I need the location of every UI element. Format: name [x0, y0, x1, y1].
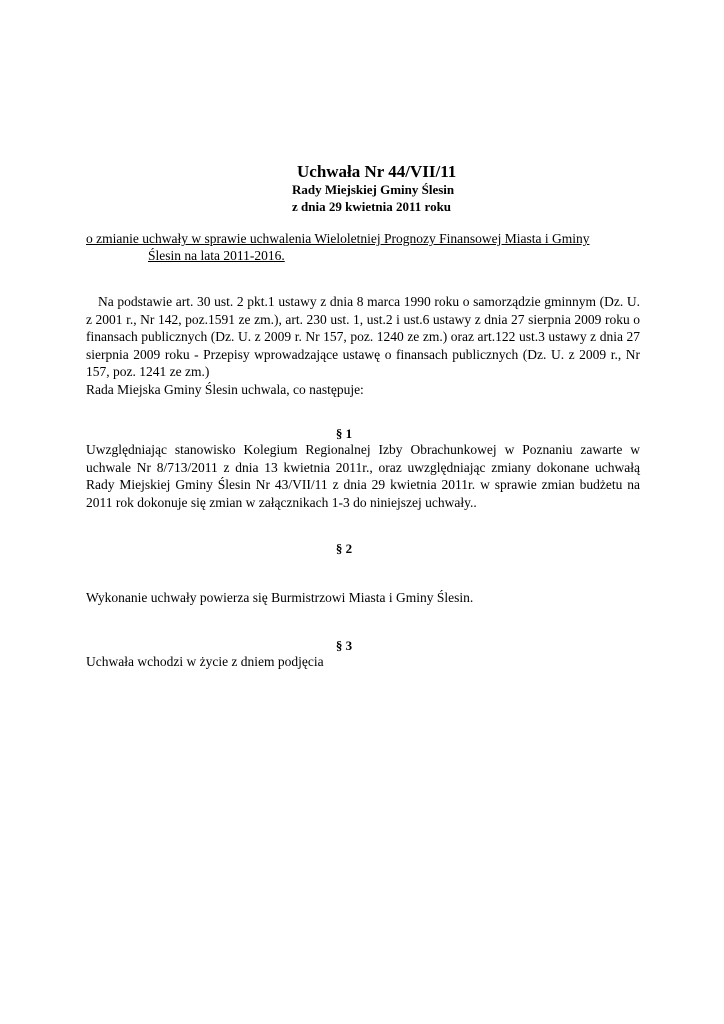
section-3-text: Uchwała wchodzi w życie z dniem podjęcia: [86, 654, 324, 669]
section-2-text: Wykonanie uchwały powierza się Burmistrzowi Miasta i Gminy Ślesin.: [86, 590, 474, 605]
section-2-heading: § 2: [335, 541, 353, 556]
subject-line-2: Ślesin na lata 2011-2016.: [148, 248, 285, 263]
legal-basis-text: Na podstawie art. 30 ust. 2 pkt.1 ustawy z dnia 8 marca 1990 roku o samorządzie gminnym (Dz. U. z 2001 r., Nr 142, poz.1591 ze zm.), art. 230 ust. 1, ust.2 i ust.6 ustawy z dnia 27 sierpnia 2009 roku o finansach publicznych (Dz. U. z 2009 r. Nr 157, poz. 1240 ze zm.) oraz art.122 ust.3 ustawy z dnia 27 sierpnia 2009 roku - Przepisy wprowadzające ustawę o finansach publicznych (Dz. U. z 2009 r., Nr 157, poz. 1241 ze zm.): [86, 294, 640, 379]
resolution-title: Uchwała Nr 44/VII/11: [297, 162, 457, 181]
resolution-issuer: Rady Miejskiej Gminy Ślesin: [292, 182, 455, 197]
subject-line-1: o zmianie uchwały w sprawie uchwalenia Wieloletniej Prognozy Finansowej Miasta i Gminy: [86, 231, 590, 246]
legal-basis-block: [86, 293, 640, 398]
section-1-heading: § 1: [335, 426, 353, 441]
resolution-intro: Rada Miejska Gminy Ślesin uchwala, co następuje:: [86, 381, 364, 397]
section-1-text: Uwzględniając stanowisko Kolegium Regionalnej Izby Obrachunkowej w Poznaniu zawarte w uchwale Nr 8/713/2011 z dnia 13 kwietnia 2011r., oraz uwzględniając zmiany dokonane uchwałą Rady Miejskiej Gminy Ślesin Nr 43/VII/11 z dnia 29 kwietnia 2011r. w sprawie zmian budżetu na 2011 rok dokonuje się zmian w załącznikach 1-3 do niniejszej uchwały..: [86, 442, 640, 510]
resolution-subject: [86, 230, 646, 264]
section-3-heading: § 3: [335, 638, 353, 653]
resolution-date: z dnia 29 kwietnia 2011 roku: [292, 199, 452, 214]
